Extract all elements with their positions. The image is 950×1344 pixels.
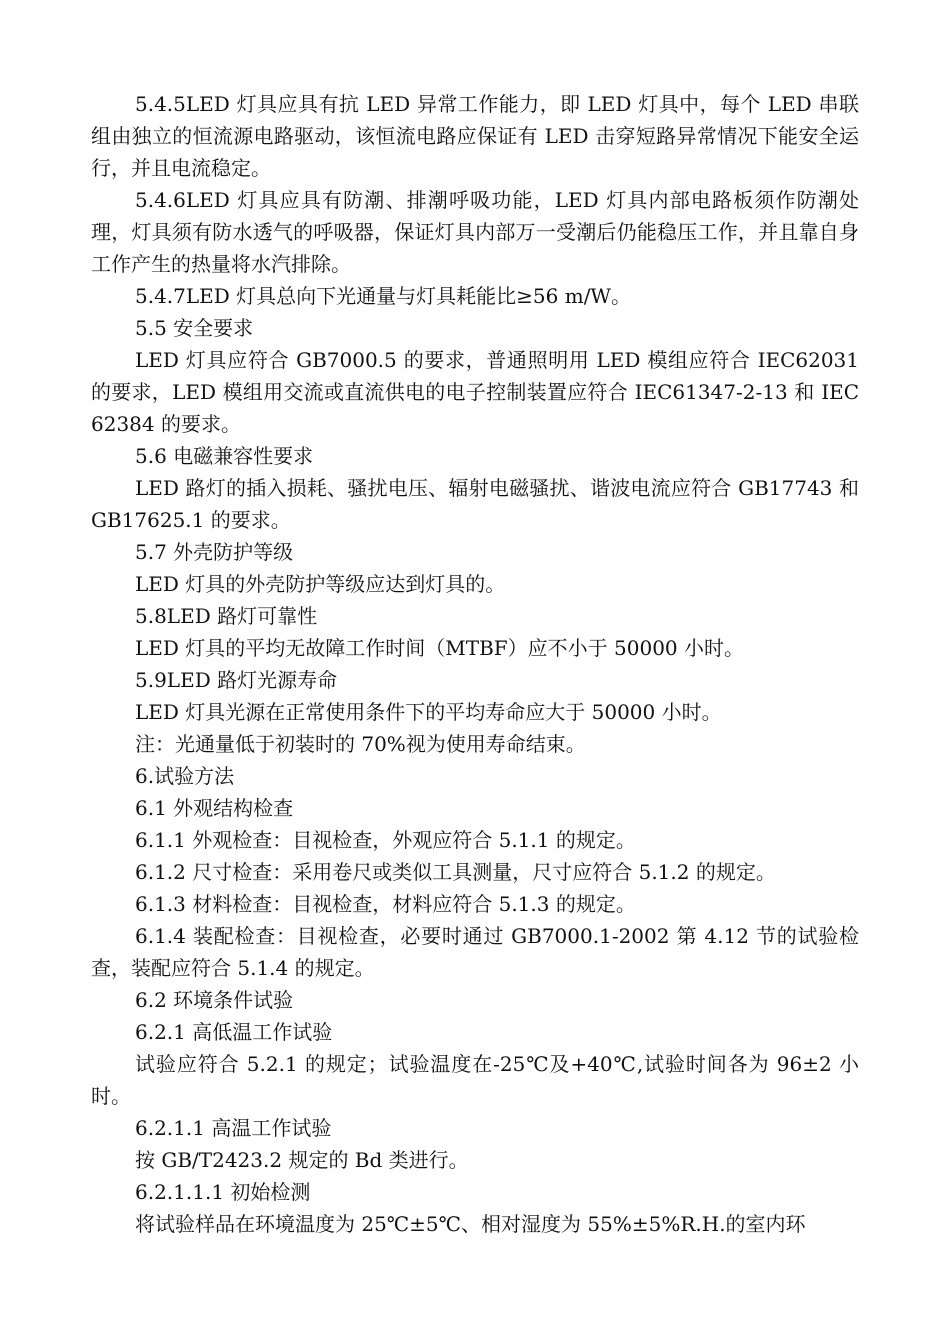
- paragraph-emc: LED 路灯的插入损耗、骚扰电压、辐射电磁骚扰、谐波电流应符合 GB17743 和 GB17625.1 的要求。: [91, 476, 859, 532]
- paragraph-test-conditions: 试验应符合 5.2.1 的规定；试验温度在-25℃及+40℃,试验时间各为 96±2 小时。: [91, 1052, 859, 1108]
- paragraph-safety: LED 灯具应符合 GB7000.5 的要求，普通照明用 LED 模组应符合 IEC62031 的要求，LED 模组用交流或直流供电的电子控制装置应符合 IEC61347-2-13 和 IEC62384 的要求。: [91, 348, 859, 436]
- heading-6-2: 6.2 环境条件试验: [135, 988, 294, 1012]
- paragraph-6-1-4: 6.1.4 装配检查：目视检查，必要时通过 GB7000.1-2002 第 4.12 节的试验检查，装配应符合 5.1.4 的规定。: [91, 924, 859, 980]
- paragraph-gb-t2423: 按 GB/T2423.2 规定的 Bd 类进行。: [135, 1148, 469, 1172]
- heading-6-2-1-1-1: 6.2.1.1.1 初始检测: [135, 1180, 311, 1204]
- paragraph-mtbf: LED 灯具的平均无故障工作时间（MTBF）应不小于 50000 小时。: [135, 636, 745, 660]
- paragraph-initial-test: 将试验样品在环境温度为 25℃±5℃、相对湿度为 55%±5%R.H.的室内环: [135, 1212, 806, 1236]
- paragraph-6-1-2: 6.1.2 尺寸检查：采用卷尺或类似工具测量，尺寸应符合 5.1.2 的规定。: [135, 860, 776, 884]
- paragraph-5-4-5: 5.4.5LED 灯具应具有抗 LED 异常工作能力，即 LED 灯具中，每个 LED 串联组由独立的恒流源电路驱动，该恒流电路应保证有 LED 击穿短路异常情况下能安全运行，并且电流稳定。: [91, 92, 859, 180]
- heading-6-2-1: 6.2.1 高低温工作试验: [135, 1020, 333, 1044]
- heading-6-1: 6.1 外观结构检查: [135, 796, 294, 820]
- heading-5-5: 5.5 安全要求: [135, 316, 254, 340]
- heading-5-9: 5.9LED 路灯光源寿命: [135, 668, 338, 692]
- paragraph-lifetime: LED 灯具光源在正常使用条件下的平均寿命应大于 50000 小时。: [135, 700, 722, 724]
- heading-5-7: 5.7 外壳防护等级: [135, 540, 294, 564]
- paragraph-5-4-6: 5.4.6LED 灯具应具有防潮、排潮呼吸功能，LED 灯具内部电路板须作防潮处理，灯具须有防水透气的呼吸器，保证灯具内部万一受潮后仍能稳压工作，并且靠自身工作产生的热量将水汽排除。: [91, 188, 859, 276]
- document-body: [91, 88, 859, 1240]
- paragraph-5-4-7: 5.4.7LED 灯具总向下光通量与灯具耗能比≥56 m/W。: [135, 284, 631, 308]
- paragraph-6-1-3: 6.1.3 材料检查：目视检查，材料应符合 5.1.3 的规定。: [135, 892, 636, 916]
- heading-5-8: 5.8LED 路灯可靠性: [135, 604, 318, 628]
- paragraph-6-1-1: 6.1.1 外观检查：目视检查，外观应符合 5.1.1 的规定。: [135, 828, 636, 852]
- paragraph-note: 注：光通量低于初装时的 70%视为使用寿命结束。: [135, 732, 586, 756]
- heading-5-6: 5.6 电磁兼容性要求: [135, 444, 314, 468]
- heading-6-2-1-1: 6.2.1.1 高温工作试验: [135, 1116, 332, 1140]
- heading-6: 6.试验方法: [135, 764, 235, 788]
- paragraph-enclosure: LED 灯具的外壳防护等级应达到灯具的。: [135, 572, 506, 596]
